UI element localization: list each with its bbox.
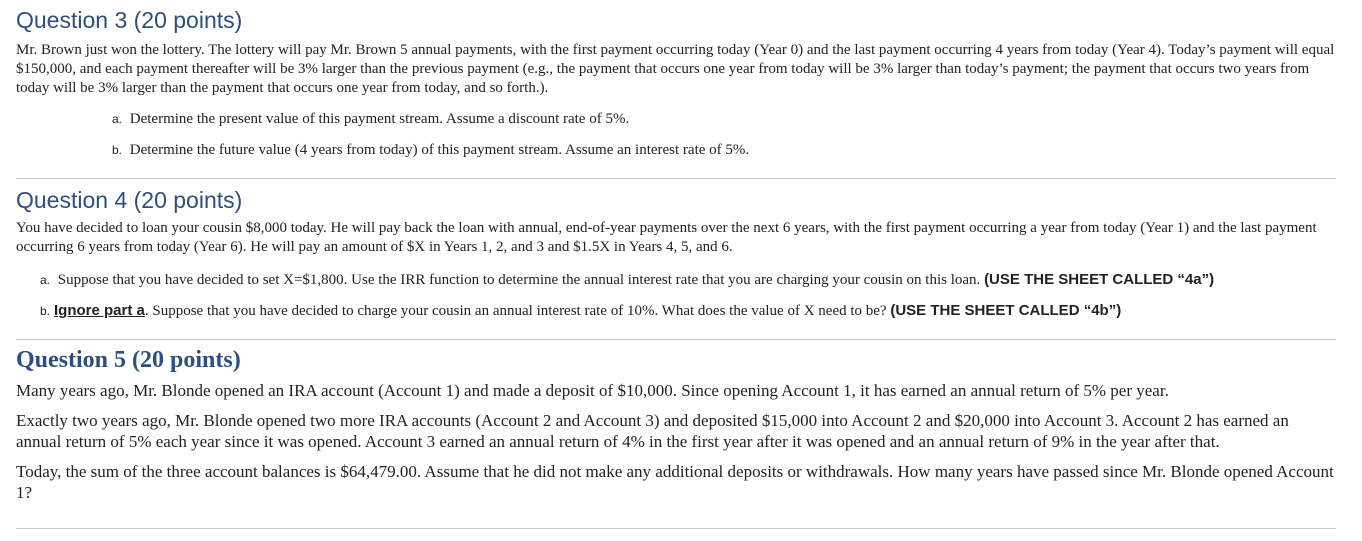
question-3-title: Question 3 (20 points) xyxy=(16,7,243,33)
question-5 xyxy=(16,346,1336,503)
question-5-title: Question 5 (20 points) xyxy=(16,347,241,373)
question-3-body: Mr. Brown just won the lottery. The lottery will pay Mr. Brown 5 annual payments, with the first payment occurring today (Year 0) and the last payment occurring 4 years from today (Year 4). Today’s payment will equal $150,000, and each payment thereafter will be 3% larger than the previous payment (e.g., the payment that occurs one year from today will be 3% larger than today’s payment; the payment that occurs two years from today will be 3% larger than the payment that occurs one year from today, and so forth.). xyxy=(16,42,1335,96)
ignore-part-a-label: Ignore part a xyxy=(54,302,145,319)
part-b-sheet-note: (USE THE SHEET CALLED “4b”) xyxy=(890,302,1122,319)
question-3-part-a xyxy=(112,110,629,129)
part-b-text: . Suppose that you have decided to charge your cousin an annual interest rate of 10%. What does the value of X need to be? xyxy=(144,303,887,319)
divider xyxy=(16,178,1336,179)
part-b-marker: b. xyxy=(112,143,123,157)
question-5-paragraph-1: Many years ago, Mr. Blonde opened an IRA account (Account 1) and made a deposit of $10,000. Since opening Account 1, it has earned an annual return of 5% per year. xyxy=(16,381,1169,400)
question-5-paragraph-3: Today, the sum of the three account balances is $64,479.00. Assume that he did not make any additional deposits or withdrawals. How many years have passed since Mr. Blonde opened Account 1? xyxy=(16,462,1334,502)
part-b-text: Determine the future value (4 years from today) of this payment stream. Assume an interest rate of 5%. xyxy=(129,142,750,158)
part-a-text: Determine the present value of this payment stream. Assume a discount rate of 5%. xyxy=(129,111,630,127)
divider xyxy=(16,528,1336,529)
question-5-paragraph-2: Exactly two years ago, Mr. Blonde opened two more IRA accounts (Account 2 and Account 3) and deposited $15,000 into Account 2 and $20,000 into Account 3. Account 2 has earned an annual return of 5% each year since it was opened. Account 3 earned an annual return of 4% in the first year after it was opened and an annual return of 9% in the year after that. xyxy=(16,411,1289,451)
part-a-sheet-note: (USE THE SHEET CALLED “4a”) xyxy=(984,271,1215,288)
question-4-body: You have decided to loan your cousin $8,000 today. He will pay back the loan with annual, end-of-year payments over the next 6 years, with the first payment occurring a year from today (Year 1) and the last payment occurring 6 years from today (Year 6). He will pay an amount of $X in Years 1, 2, and 3 and $1.5X in Years 4, 5, and 6. xyxy=(16,220,1317,255)
divider xyxy=(16,339,1336,340)
question-4-part-a xyxy=(40,270,1362,290)
question-4 xyxy=(16,186,1336,257)
part-a-marker: a. xyxy=(40,273,51,287)
question-3-part-b xyxy=(112,141,749,160)
part-a-marker: a. xyxy=(112,112,123,126)
question-3 xyxy=(16,6,1336,98)
question-4-part-b xyxy=(40,301,1362,321)
part-a-text: Suppose that you have decided to set X=$1,800. Use the IRR function to determine the annual interest rate that you are charging your cousin on this loan. xyxy=(57,272,981,288)
question-4-title: Question 4 (20 points) xyxy=(16,187,243,213)
part-b-marker: b. xyxy=(40,304,51,318)
